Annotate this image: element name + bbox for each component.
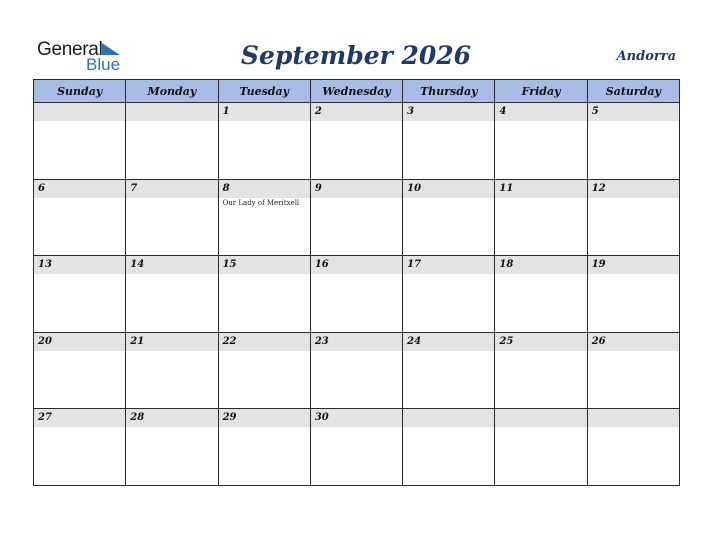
day-number: 17 [403, 256, 494, 274]
day-cell [403, 409, 495, 486]
day-number: 12 [588, 180, 679, 198]
country-label: Andorra [616, 49, 676, 64]
day-number [495, 409, 586, 427]
day-cell [219, 103, 311, 180]
day-cell [495, 180, 587, 257]
day-cell [495, 409, 587, 486]
day-cell [403, 180, 495, 257]
day-number: 3 [403, 103, 494, 121]
day-cell [126, 103, 218, 180]
day-number: 11 [495, 180, 586, 198]
day-cell [126, 409, 218, 486]
day-number [34, 103, 125, 121]
dow-thursday: Thursday [403, 80, 495, 103]
day-number: 8 [219, 180, 310, 198]
day-cell [34, 409, 126, 486]
day-number: 19 [588, 256, 679, 274]
day-number: 13 [34, 256, 125, 274]
day-number: 28 [126, 409, 217, 427]
day-number: 18 [495, 256, 586, 274]
day-number: 29 [219, 409, 310, 427]
day-number: 15 [219, 256, 310, 274]
day-cell [588, 103, 680, 180]
day-cell [126, 256, 218, 333]
day-number: 7 [126, 180, 217, 198]
day-cell [495, 333, 587, 410]
day-number: 30 [311, 409, 402, 427]
dow-sunday: Sunday [34, 80, 126, 103]
day-cell [219, 256, 311, 333]
day-cell [34, 103, 126, 180]
day-number: 1 [219, 103, 310, 121]
day-cell [219, 333, 311, 410]
day-cell [403, 103, 495, 180]
day-number: 27 [34, 409, 125, 427]
day-cell [311, 333, 403, 410]
day-cell [403, 333, 495, 410]
dow-tuesday: Tuesday [219, 80, 311, 103]
day-number: 6 [34, 180, 125, 198]
day-cell [495, 256, 587, 333]
day-number: 23 [311, 333, 402, 351]
calendar-grid [33, 79, 680, 486]
day-number: 20 [34, 333, 125, 351]
dow-saturday: Saturday [588, 80, 680, 103]
day-number [403, 409, 494, 427]
day-cell [34, 256, 126, 333]
day-cell [311, 409, 403, 486]
day-number: 4 [495, 103, 586, 121]
day-cell [34, 180, 126, 257]
day-cell [403, 256, 495, 333]
day-number: 26 [588, 333, 679, 351]
day-cell [126, 180, 218, 257]
day-number: 5 [588, 103, 679, 121]
day-number: 21 [126, 333, 217, 351]
day-number: 25 [495, 333, 586, 351]
day-cell [311, 180, 403, 257]
dow-friday: Friday [495, 80, 587, 103]
calendar-title: September 2026 [240, 41, 472, 70]
day-cell [219, 409, 311, 486]
day-number [588, 409, 679, 427]
day-number: 16 [311, 256, 402, 274]
day-cell [588, 256, 680, 333]
day-cell [588, 180, 680, 257]
day-number [126, 103, 217, 121]
day-number: 24 [403, 333, 494, 351]
logo-general-text: General [37, 39, 103, 60]
logo-blue-text: Blue [86, 55, 121, 74]
day-cell [588, 409, 680, 486]
day-cell [495, 103, 587, 180]
day-cell [126, 333, 218, 410]
day-number: 22 [219, 333, 310, 351]
day-cell [588, 333, 680, 410]
day-number: 9 [311, 180, 402, 198]
day-number: 2 [311, 103, 402, 121]
day-number: 14 [126, 256, 217, 274]
day-cell [219, 180, 311, 257]
dow-monday: Monday [126, 80, 218, 103]
day-cell [311, 256, 403, 333]
holiday-event: Our Lady of Meritxell [222, 198, 300, 207]
day-cell [311, 103, 403, 180]
day-cell [34, 333, 126, 410]
dow-wednesday: Wednesday [311, 80, 403, 103]
day-number: 10 [403, 180, 494, 198]
